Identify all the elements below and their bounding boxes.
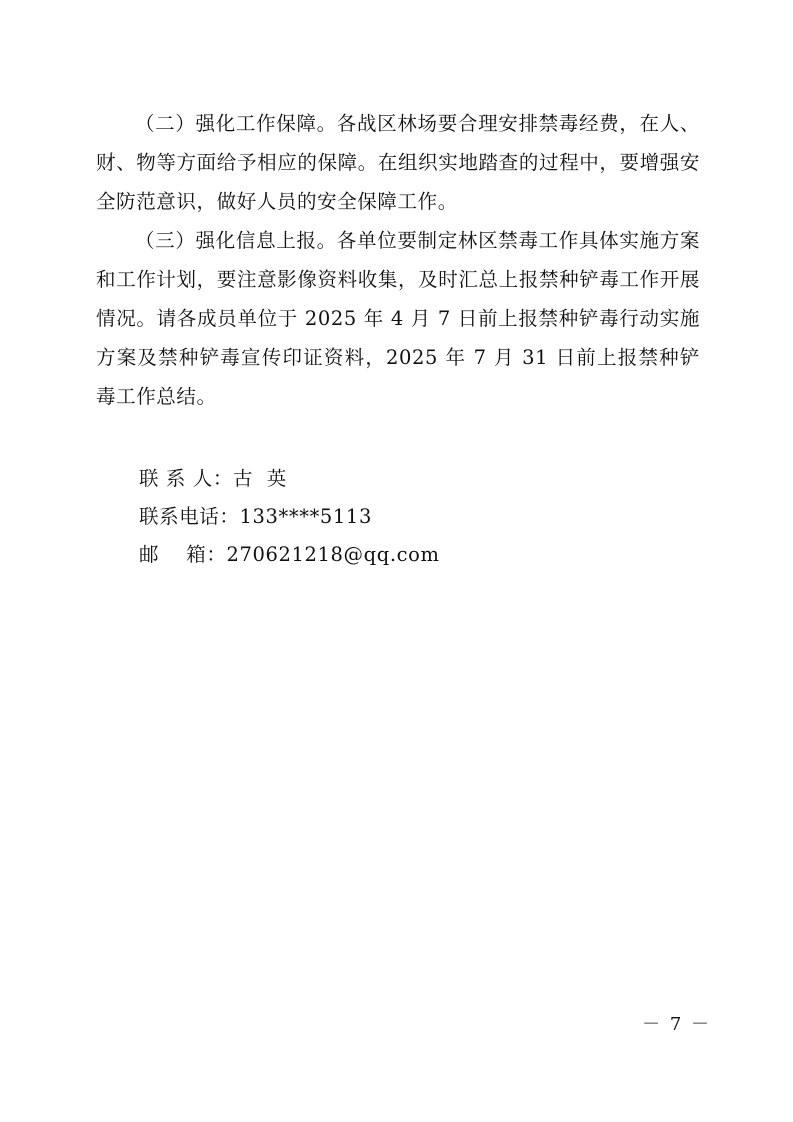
page-number: － 7 － xyxy=(642,1014,711,1035)
contact-block xyxy=(96,460,700,574)
document-body xyxy=(96,104,700,574)
paragraph-strengthen-information-reporting: （三）强化信息上报。各单位要制定林区禁毒工作具体实施方案和工作计划，要注意影像资料收集，及时汇总上报禁种铲毒工作开展情况。请各成员单位于 2025 年 4 月 7 日前上报禁种铲毒行动实施方案及禁种铲毒宣传印证资料，2025 年 7 月 31 日前上报禁种铲毒工作总结。 xyxy=(96,229,700,408)
contact-phone-line: 联系电话：133****5113 xyxy=(139,505,372,528)
contact-email-line: 邮 箱：270621218@qq.com xyxy=(139,543,440,566)
contact-person-line: 联 系 人：古 英 xyxy=(139,467,287,490)
paragraph-strengthen-work-guarantee: （二）强化工作保障。各战区林场要合理安排禁毒经费，在人、财、物等方面给予相应的保障。在组织实地踏查的过程中，要增强安全防范意识，做好人员的安全保障工作。 xyxy=(96,112,700,213)
